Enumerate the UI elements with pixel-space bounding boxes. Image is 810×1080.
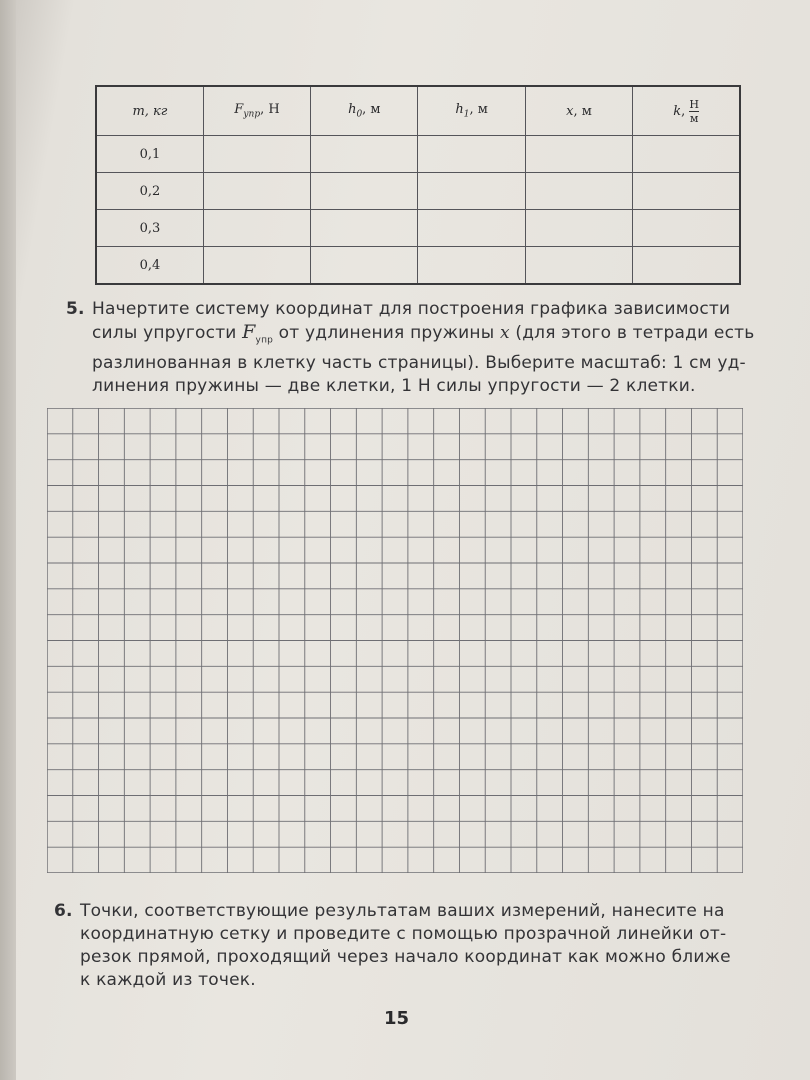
table-header-row <box>96 86 740 136</box>
task-line: к каждой из точек. <box>80 970 256 990</box>
empty-cell[interactable] <box>633 247 740 285</box>
task-number: 6. <box>54 901 73 921</box>
table-row <box>96 173 740 210</box>
table-row <box>96 210 740 247</box>
task-line: резок прямой, проходящий через начало координат как можно ближе <box>80 947 731 967</box>
empty-cell[interactable] <box>311 210 418 247</box>
empty-cell[interactable] <box>203 210 310 247</box>
table-row <box>96 247 740 285</box>
task-5 <box>66 298 755 398</box>
task-line: Точки, соответствующие результатам ваших измерений, нанесите на <box>80 901 725 921</box>
task-line: Начертите систему координат для построения графика зависимости <box>92 299 731 319</box>
empty-cell[interactable] <box>525 173 632 210</box>
empty-cell[interactable] <box>633 173 740 210</box>
header-x: x, м <box>525 86 632 136</box>
header-mass: m, кг <box>96 86 203 136</box>
empty-cell[interactable] <box>633 210 740 247</box>
empty-cell[interactable] <box>203 173 310 210</box>
table-row <box>96 136 740 173</box>
task-line: силы упругости $F_{упр}$ от удлинения пружины x (для этого в тетради есть <box>92 321 755 346</box>
empty-cell[interactable] <box>418 210 525 247</box>
measurement-table <box>95 85 741 285</box>
header-force: $F_{упр}$, Н <box>203 86 310 136</box>
empty-cell[interactable] <box>203 247 310 285</box>
task-line: координатную сетку и проведите с помощью прозрачной линейки от- <box>80 924 727 944</box>
mass-cell: 0,3 <box>96 210 203 247</box>
mass-cell: 0,2 <box>96 173 203 210</box>
task-6 <box>54 900 750 992</box>
empty-cell[interactable] <box>418 173 525 210</box>
empty-cell[interactable] <box>525 210 632 247</box>
header-h0: $h_0$, м <box>311 86 418 136</box>
empty-cell[interactable] <box>633 136 740 173</box>
header-h1: $h_1$, м <box>418 86 525 136</box>
task-line: линения пружины — две клетки, 1 Н силы упругости — 2 клетки. <box>92 376 696 397</box>
header-k: k, $\frac{Н}{м}$ <box>633 86 740 136</box>
task-line: разлинованная в клетку часть страницы). Выберите масштаб: 1 см уд- <box>92 353 746 374</box>
empty-cell[interactable] <box>525 247 632 285</box>
empty-cell[interactable] <box>311 136 418 173</box>
coordinate-grid[interactable] <box>47 408 743 873</box>
empty-cell[interactable] <box>418 136 525 173</box>
mass-cell: 0,4 <box>96 247 203 285</box>
empty-cell[interactable] <box>525 136 632 173</box>
task-number: 5. <box>66 299 85 319</box>
mass-cell: 0,1 <box>96 136 203 173</box>
page-number: 15 <box>384 1008 410 1029</box>
empty-cell[interactable] <box>311 247 418 285</box>
empty-cell[interactable] <box>203 136 310 173</box>
empty-cell[interactable] <box>418 247 525 285</box>
empty-cell[interactable] <box>311 173 418 210</box>
